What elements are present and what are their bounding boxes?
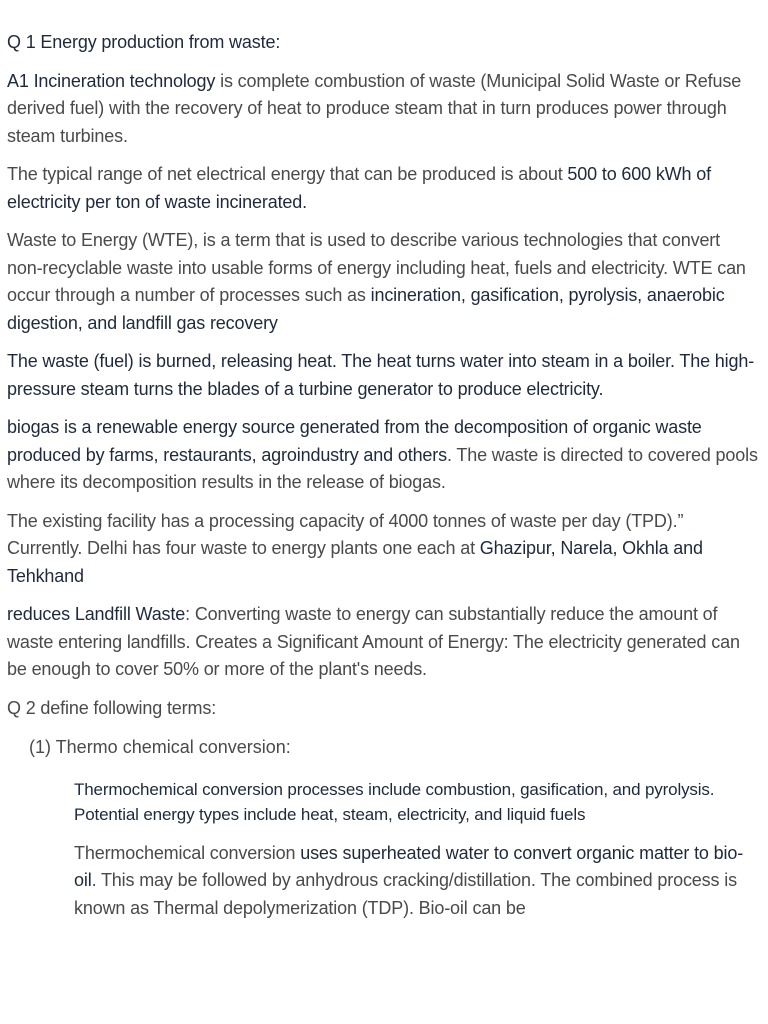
thermo2-lead: Thermochemical conversion [74,842,301,863]
facility-lead: The existing facility has a processing capacity of 4000 tonnes of waste per day (TPD).” Currently. Delhi has four waste to energy plants one each at [7,510,684,558]
q2-subheading-thermo: (1) Thermo chemical conversion: [29,737,291,757]
thermo-paragraph-2 [74,840,758,923]
landfill-rest: : Converting waste to energy can substantially reduce the amount of waste entering landfills. Creates a Significant Amount of Energy: The electricity generated can be enough to cover 50% or more of the plant's needs. [7,604,740,679]
a1-paragraph [7,68,758,151]
a1-rest: is complete combustion of waste (Municipal Solid Waste or Refuse derived fuel) with the recovery of heat to produce steam that in turn produces power through steam turbines. [7,70,742,146]
thermo2-rest: . This may be followed by anhydrous cracking/distillation. The combined process is known as Thermal depolymerization (TDP). Bio-oil can be [74,870,737,918]
wte-paragraph [7,227,758,337]
landfill-paragraph [7,601,758,684]
wte-lead: Waste to Energy (WTE), is a term that is used to describe various technologies that convert non-recyclable waste into usable forms of energy including heat, fuels and electricity. WTE can occur through a number of processes such as [7,230,746,305]
fuel-paragraph: The waste (fuel) is burned, releasing heat. The heat turns water into steam in a boiler. The high-pressure steam turns the blades of a turbine generator to produce electricity. [7,351,755,399]
biogas-rest: . The waste is directed to covered pools where its decomposition results in the release of biogas. [7,444,758,492]
energy-range-paragraph [7,161,758,216]
facility-paragraph [7,508,758,591]
thermo-paragraph-1: Thermochemical conversion processes include combustion, gasification, and pyrolysis. Potential energy types include heat, steam, electricity, and liquid fuels [74,779,715,824]
landfill-emphasis: reduces Landfill Waste [7,604,186,624]
a1-lead: A1 Incineration technology [7,70,216,91]
energy-range-lead: The typical range of net electrical energy that can be produced is about [7,164,568,184]
facility-emphasis: Ghazipur, Narela, Okhla and Tehkhand [7,538,703,586]
thermo2-emphasis: uses superheated water to convert organic matter to bio-oil [74,842,744,890]
wte-emphasis: incineration, gasification, pyrolysis, anaerobic digestion, and landfill gas recovery [7,285,725,333]
biogas-emphasis: biogas is a renewable energy source generated from the decomposition of organic waste produced by farms, restaurants, agroindustry and others [7,417,702,465]
q1-heading: Q 1 Energy production from waste: [7,32,281,52]
q2-heading: Q 2 define following terms: [7,697,217,718]
biogas-paragraph [7,414,758,497]
energy-range-emphasis: 500 to 600 kWh of electricity per ton of waste incinerated. [7,164,711,212]
